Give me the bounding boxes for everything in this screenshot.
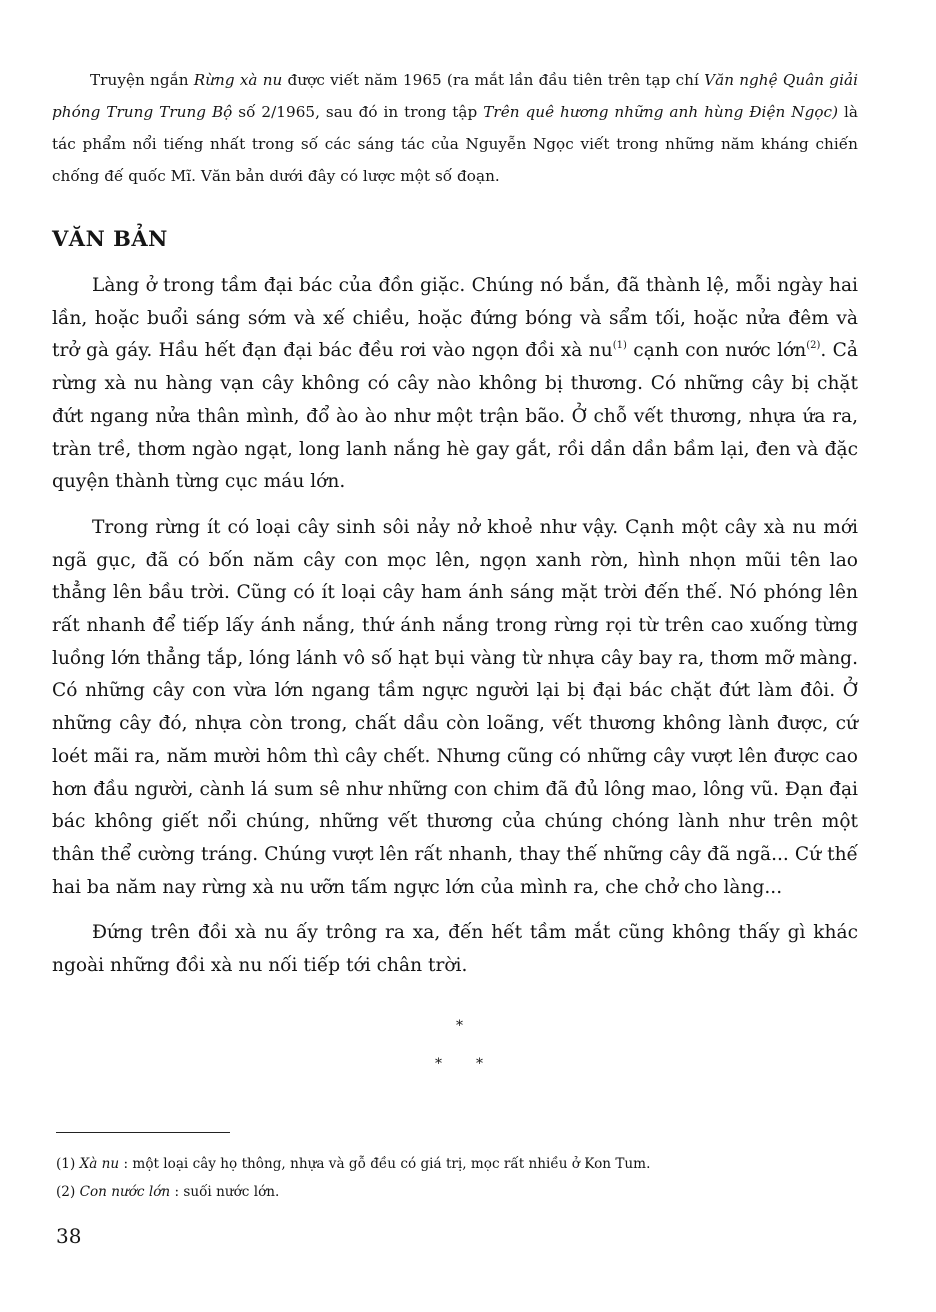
intro-paragraph [52,64,858,192]
body-text: Làng ở trong tầm đại bác của đồn giặc. Chúng nó bắn, đã thành lệ, mỗi ngày hai lần, hoặc buổi sáng sớm và xế chiều, hoặc đứng bóng và sẩm tối, hoặc nửa đêm và trở gà gáy. Hầu hết đạn đại bác đều rơi vào ngọn đồi xà nu [52,275,858,362]
intro-text: được viết năm 1965 (ra mắt lần đầu tiên trên tạp chí [282,71,705,89]
body-text: cạnh con nước lớn [626,340,807,362]
body-text: . Cả rừng xà nu hàng vạn cây không có cây nào không bị thương. Có những cây bị chặt đứt ngang nửa thân mình, đổ ào ào như một trận bão. Ở chỗ vết thương, nhựa ứa ra, tràn trề, thơm ngào ngạt, long lanh nắng hè gay gắt, rồi dần dần bầm lại, đen và đặc quyện thành từng cục máu lớn. [52,340,858,493]
intro-text: là tác phẩm nổi tiếng nhất trong số các sáng tác của Nguyễn Ngọc viết trong những năm kháng chiến chống đế quốc Mĩ. Văn bản dưới đây có lược một số đoạn. [52,103,859,185]
section-break-asterism [420,1018,500,1078]
section-title: VĂN BẢN [52,226,168,251]
page-number: 38 [56,1224,82,1248]
footnote-2 [56,1178,856,1206]
work-title: Rừng xà nu [193,71,283,89]
body-paragraph-1 [52,270,858,499]
asterism-star: * [476,1056,483,1072]
footnote-divider [56,1132,230,1133]
magazine-title: Văn nghệ Quân giải phóng Trung Trung Bộ [52,71,858,121]
asterism-star: * [435,1056,442,1072]
asterism-star: * [456,1018,463,1034]
intro-text: số 2/1965, sau đó in trong tập [232,103,484,121]
footnote-term: Xà nu [79,1156,120,1172]
footnote-definition: : suối nước lớn. [170,1184,280,1200]
body-paragraph-3: Đứng trên đồi xà nu ấy trông ra xa, đến hết tầm mắt cũng không thấy gì khác ngoài những đồi xà nu nối tiếp tới chân trời. [52,922,858,977]
footnote-definition: : một loại cây họ thông, nhựa và gỗ đều có giá trị, mọc rất nhiều ở Kon Tum. [119,1156,651,1172]
footnote-number: (1) [56,1156,80,1172]
footnote-ref-2: (2) [806,340,821,352]
footnote-number: (2) [56,1184,80,1200]
footnote-term: Con nước lớn [79,1184,171,1200]
main-text [52,270,858,996]
footnote-ref-1: (1) [612,340,627,352]
footnotes [56,1150,856,1206]
body-paragraph-2: Trong rừng ít có loại cây sinh sôi nảy nở khoẻ như vậy. Cạnh một cây xà nu mới ngã gục, đã có bốn năm cây con mọc lên, ngọn xanh rờn, hình nhọn mũi tên lao thẳng lên bầu trời. Cũng có ít loại cây ham ánh sáng mặt trời đến thế. Nó phóng lên rất nhanh để tiếp lấy ánh nắng, thứ ánh nắng trong rừng rọi từ trên cao xuống từng luồng lớn thẳng tắp, lóng lánh vô số hạt bụi vàng từ nhựa cây bay ra, thơm mỡ màng. Có những cây con vừa lớn ngang tầm ngực người lại bị đại bác chặt đứt làm đôi. Ở những cây đó, nhựa còn trong, chất dầu còn loãng, vết thương không lành được, cứ loét mãi ra, năm mười hôm thì cây chết. Nhưng cũng có những cây vượt lên được cao hơn đầu người, cành lá sum sê như những con chim đã đủ lông mao, lông vũ. Đạn đại bác không giết nổi chúng, những vết thương của chúng chóng lành như trên một thân thể cường tráng. Chúng vượt lên rất nhanh, thay thế những cây đã ngã... Cứ thế hai ba năm nay rừng xà nu ưỡn tấm ngực lớn của mình ra, che chở cho làng... [52,516,858,898]
collection-title: Trên quê hương những anh hùng Điện Ngọc) [483,103,839,121]
footnote-1 [56,1150,856,1178]
intro-text: Truyện ngắn [90,71,194,89]
